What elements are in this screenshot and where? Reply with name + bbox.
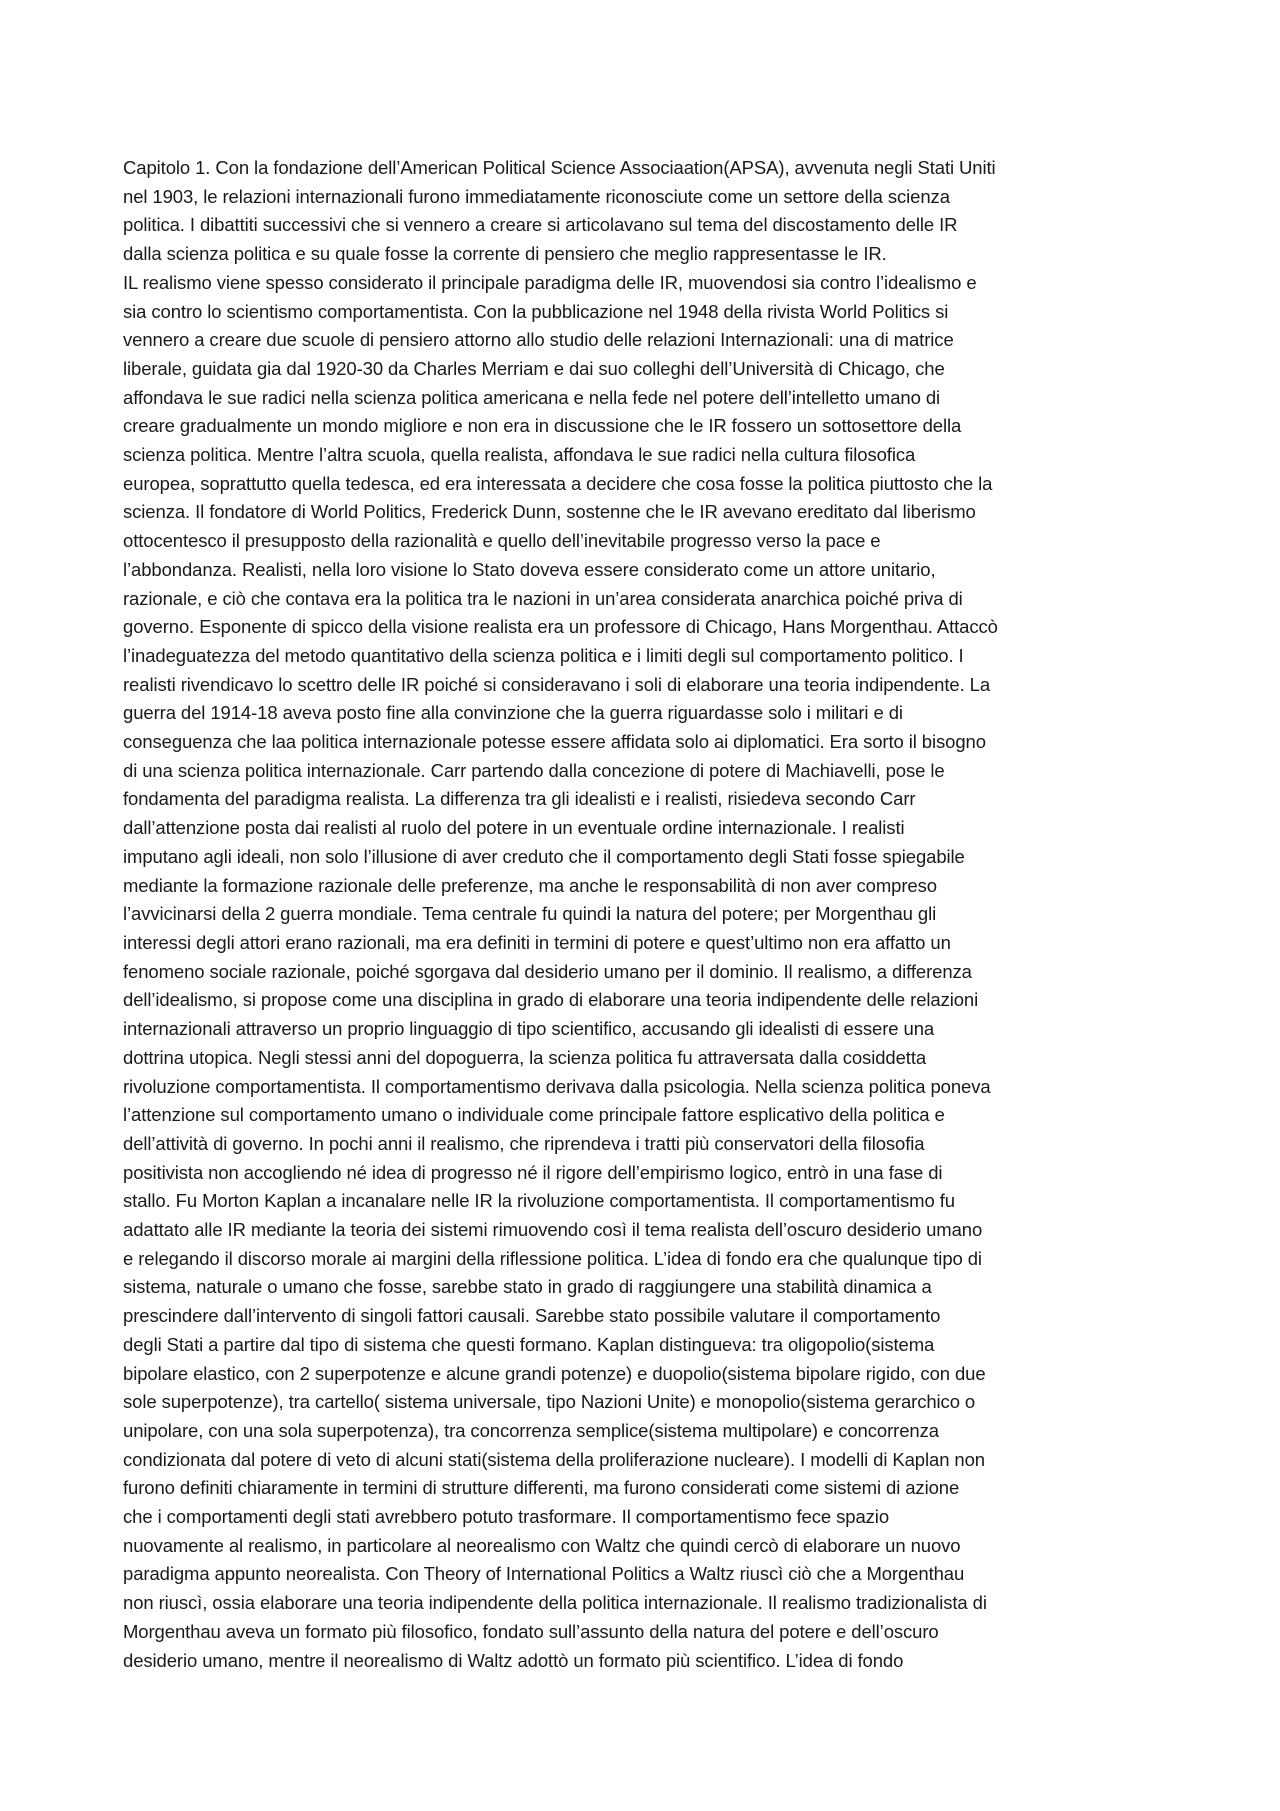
text-line: paradigma appunto neorealista. Con Theory of International Politics a Waltz riuscì ciò che a Morgenthau bbox=[123, 1563, 965, 1585]
text-line: l’abbondanza. Realisti, nella loro visione lo Stato doveva essere considerato come un attore unitario, bbox=[123, 558, 936, 580]
text-line: dalla scienza politica e su quale fosse la corrente di pensiero che meglio rappresentasse le IR. bbox=[123, 243, 887, 265]
text-line: fondamenta del paradigma realista. La differenza tra gli idealisti e i realisti, risiedeva secondo Carr bbox=[123, 788, 916, 810]
text-line: condizionata dal potere di veto di alcuni stati(sistema della proliferazione nucleare). I modelli di Kaplan non bbox=[123, 1448, 985, 1470]
text-line: governo. Esponente di spicco della visione realista era un professore di Chicago, Hans Morgenthau. Attaccò bbox=[123, 616, 998, 638]
text-line: interessi degli attori erano razionali, ma era definiti in termini di potere e quest’ultimo non era affatto un bbox=[123, 931, 951, 953]
text-line: internazionali attraverso un proprio linguaggio di tipo scientifico, accusando gli idealisti di essere una bbox=[123, 1018, 935, 1040]
text-line: Capitolo 1. Con la fondazione dell’American Political Science Associaation(APSA), avvenuta negli Stati Uniti bbox=[123, 157, 996, 178]
text-line: ottocentesco il presupposto della razionalità e quello dell’inevitabile progresso verso la pace e bbox=[123, 530, 881, 552]
text-line: stallo. Fu Morton Kaplan a incanalare nelle IR la rivoluzione comportamentista. Il comportamentismo fu bbox=[123, 1190, 955, 1212]
text-line: sia contro lo scientismo comportamentista. Con la pubblicazione nel 1948 della rivista World Politics si bbox=[123, 300, 949, 322]
text-line: non riuscì, ossia elaborare una teoria indipendente della politica internazionale. Il realismo tradizionalista di bbox=[123, 1592, 987, 1614]
document-body bbox=[123, 154, 1173, 1675]
text-line: liberale, guidata gia dal 1920-30 da Charles Merriam e dai suo colleghi dell’Università di Chicago, che bbox=[123, 357, 945, 379]
text-line: vennero a creare due scuole di pensiero attorno allo studio delle relazioni Internazionali: una di matrice bbox=[123, 329, 954, 351]
text-line: imputano agli ideali, non solo l’illusione di aver creduto che il comportamento degli Stati fosse spiegabile bbox=[123, 845, 965, 867]
text-line: rivoluzione comportamentista. Il comportamentismo derivava dalla psicologia. Nella scienza politica poneva bbox=[123, 1075, 991, 1097]
text-line: realisti rivendicavo lo scettro delle IR poiché si consideravano i soli di elaborare una teoria indipendente. La bbox=[123, 673, 991, 695]
text-line: furono definiti chiaramente in termini di strutture differenti, ma furono considerati come sistemi di azione bbox=[123, 1477, 960, 1499]
text-line: l’attenzione sul comportamento umano o individuale come principale fattore esplicativo della politica e bbox=[123, 1104, 945, 1126]
text-line: Morgenthau aveva un formato più filosofico, fondato sull’assunto della natura del potere e dell’oscuro bbox=[123, 1620, 939, 1642]
text-line: positivista non accogliendo né idea di progresso né il rigore dell’empirismo logico, entrò in una fase di bbox=[123, 1161, 943, 1183]
text-line: prescindere dall’intervento di singoli fattori causali. Sarebbe stato possibile valutare il comportamento bbox=[123, 1305, 941, 1327]
text-line: europea, soprattutto quella tedesca, ed era interessata a decidere che cosa fosse la politica piuttosto che la bbox=[123, 472, 993, 494]
text-line: che i comportamenti degli stati avrebbero potuto trasformare. Il comportamentismo fece spazio bbox=[123, 1506, 890, 1528]
text-line: mediante la formazione razionale delle preferenze, ma anche le responsabilità di non aver compreso bbox=[123, 874, 937, 896]
text-line: IL realismo viene spesso considerato il principale paradigma delle IR, muovendosi sia contro l’idealismo e bbox=[123, 271, 977, 293]
text-line: creare gradualmente un mondo migliore e non era in discussione che le IR fossero un sottosettore della bbox=[123, 415, 962, 437]
text-line: scienza. Il fondatore di World Politics, Frederick Dunn, sostenne che le IR avevano ereditato dal liberismo bbox=[123, 501, 976, 523]
text-line: nel 1903, le relazioni internazionali furono immediatamente riconosciute come un settore della scienza bbox=[123, 185, 950, 207]
text-line: l’avvicinarsi della 2 guerra mondiale. Tema centrale fu quindi la natura del potere; per Morgenthau gli bbox=[123, 903, 937, 925]
text-line: conseguenza che laa politica internazionale potesse essere affidata solo ai diplomatici. Era sorto il bisogno bbox=[123, 731, 986, 753]
text-line: adattato alle IR mediante la teoria dei sistemi rimuovendo così il tema realista dell’oscuro desiderio umano bbox=[123, 1219, 983, 1241]
text-line: nuovamente al realismo, in particolare al neorealismo con Waltz che quindi cercò di elaborare un nuovo bbox=[123, 1534, 961, 1556]
text-line: l’inadeguatezza del metodo quantitativo della scienza politica e i limiti degli sul comportamento politico. I bbox=[123, 644, 964, 666]
text-line: degli Stati a partire dal tipo di sistema che questi formano. Kaplan distingueva: tra oligopolio(sistema bbox=[123, 1333, 935, 1355]
text-line: sole superpotenze), tra cartello( sistema universale, tipo Nazioni Unite) e monopolio(sistema gerarchico o bbox=[123, 1391, 976, 1413]
text-line: razionale, e ciò che contava era la politica tra le nazioni in un’area considerata anarchica poiché priva di bbox=[123, 587, 963, 609]
text-line: bipolare elastico, con 2 superpotenze e alcune grandi potenze) e duopolio(sistema bipolare rigido, con due bbox=[123, 1362, 986, 1384]
text-line: affondava le sue radici nella scienza politica americana e nella fede nel potere dell’intelletto umano di bbox=[123, 386, 941, 408]
text-line: scienza politica. Mentre l’altra scuola, quella realista, affondava le sue radici nella cultura filosofica bbox=[123, 444, 916, 466]
text-line: dottrina utopica. Negli stessi anni del dopoguerra, la scienza politica fu attraversata dalla cosiddetta bbox=[123, 1046, 927, 1068]
text-line: sistema, naturale o umano che fosse, sarebbe stato in grado di raggiungere una stabilità dinamica a bbox=[123, 1276, 932, 1298]
text-line: dall’attenzione posta dai realisti al ruolo del potere in un eventuale ordine internazionale. I realisti bbox=[123, 817, 905, 839]
text-line: dell’attività di governo. In pochi anni il realismo, che riprendeva i tratti più conservatori della filosofia bbox=[123, 1132, 925, 1154]
text-line: e relegando il discorso morale ai margini della riflessione politica. L’idea di fondo era che qualunque tipo di bbox=[123, 1247, 982, 1269]
text-line: dell’idealismo, si propose come una disciplina in grado di elaborare una teoria indipendente delle relazioni bbox=[123, 989, 979, 1011]
text-line: politica. I dibattiti successivi che si vennero a creare si articolavano sul tema del discostamento delle IR bbox=[123, 214, 958, 236]
text-line: fenomeno sociale razionale, poiché sgorgava dal desiderio umano per il dominio. Il realismo, a differenza bbox=[123, 960, 972, 982]
text-line: unipolare, con una sola superpotenza), tra concorrenza semplice(sistema multipolare) e concorrenza bbox=[123, 1419, 939, 1441]
text-line: guerra del 1914-18 aveva posto fine alla convinzione che la guerra riguardasse solo i militari e di bbox=[123, 702, 903, 724]
text-line: desiderio umano, mentre il neorealismo di Waltz adottò un formato più scientifico. L’idea di fondo bbox=[123, 1649, 904, 1671]
text-line: di una scienza politica internazionale. Carr partendo dalla concezione di potere di Machiavelli, pose le bbox=[123, 759, 945, 781]
